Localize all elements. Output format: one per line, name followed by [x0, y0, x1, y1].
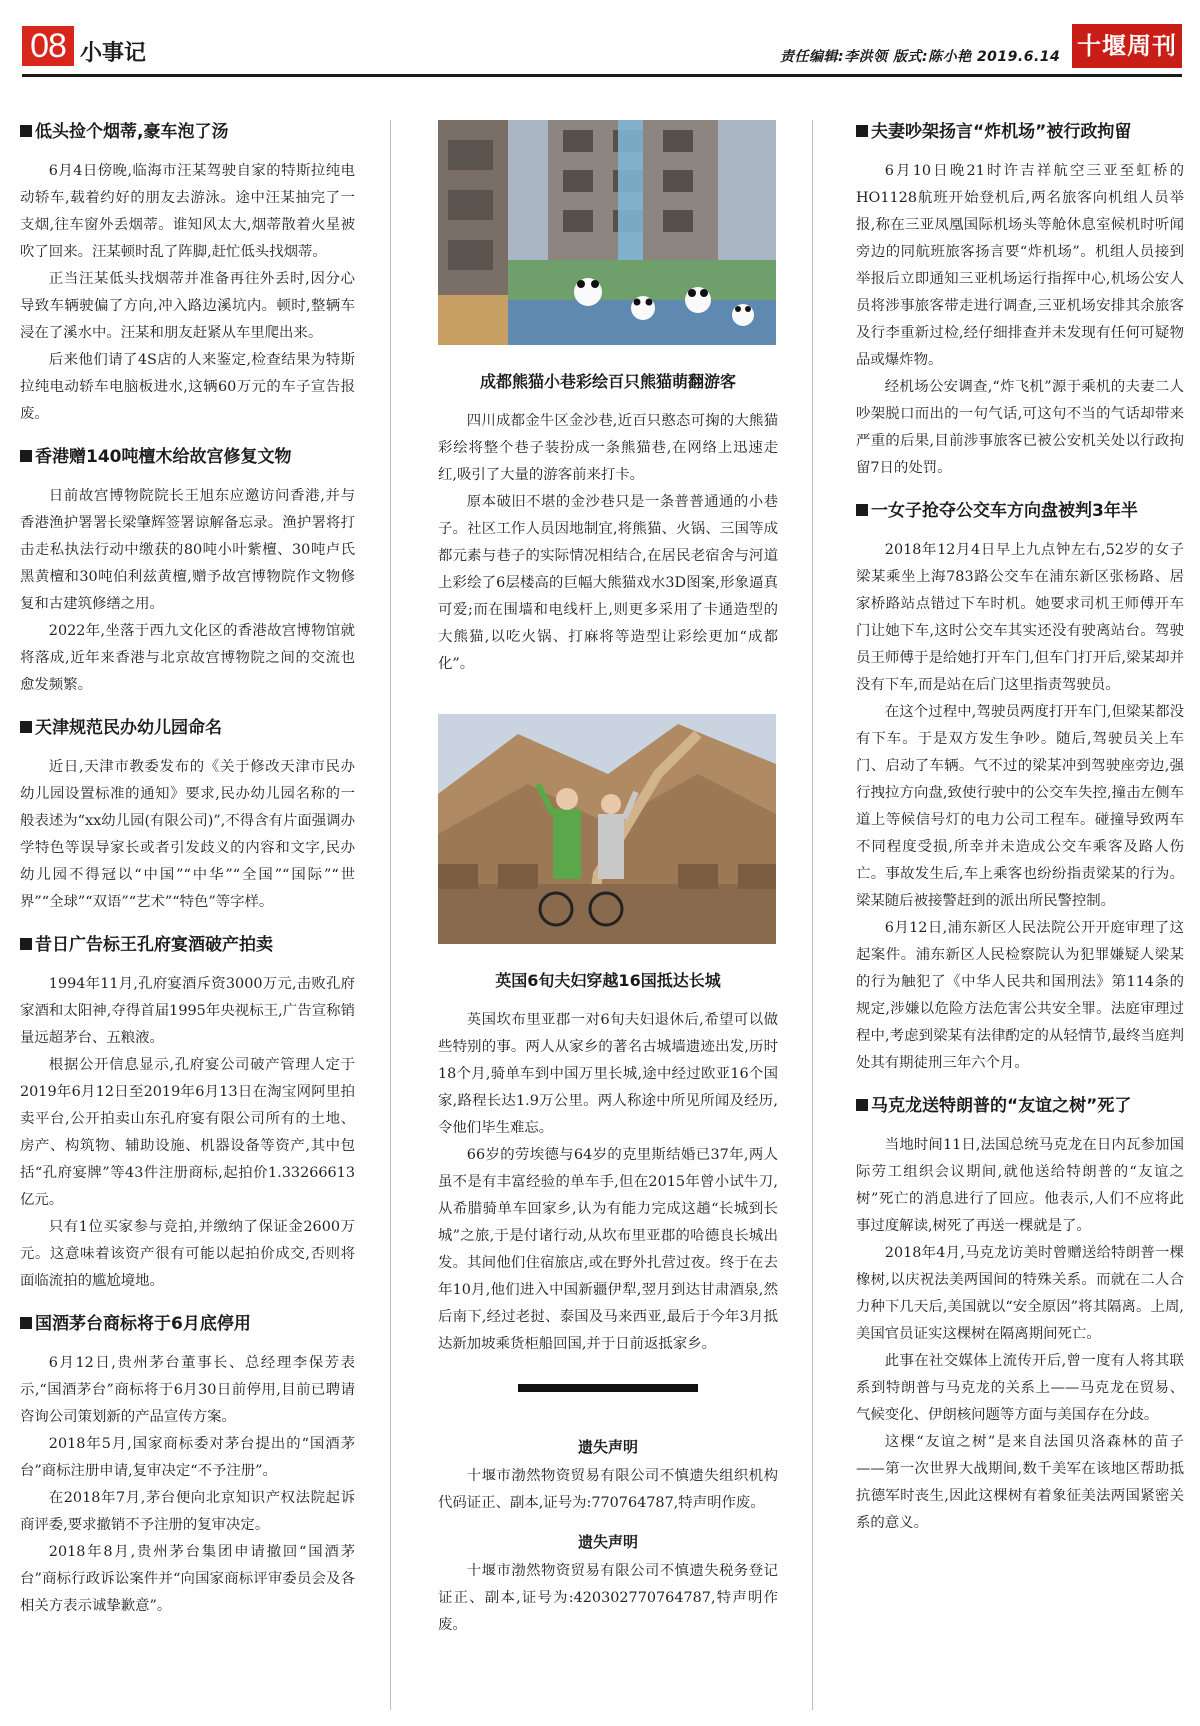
news-paragraph: 此事在社交媒体上流传开后,曾一度有人将其联系到特朗普与马克龙的关系上——马克龙在贸易、气候变化、伊朗核问题等方面与美国存在分歧。: [856, 1353, 1184, 1423]
news-paragraph: 66岁的劳埃德与64岁的克里斯结婚已37年,两人虽不是有丰富经验的单车手,但在2015年曾小试牛刀,从希腊骑单车回家乡,认为有能力完成这趟“长城到长城”之旅,于是付诸行动,从坎布里亚郡的哈德良长城出发。其间他们住宿旅店,或在野外扎营过夜。终于在去年10月,他们进入中国新疆伊犁,翌月到达甘肃酒泉,然后南下,经过老挝、泰国及马来西亚,最后于今年3月抵达新加坡乘货柜船回国,并于日前返抵家乡。: [438, 1147, 778, 1352]
notice-text: 十堰市渤然物资贸易有限公司不慎遗失组织机构代码证正、副本,证号为:770764787,特声明作废。: [438, 1468, 778, 1511]
bullet-square-icon: [856, 1099, 868, 1111]
news-paragraph: 在这个过程中,驾驶员两度打开车门,但梁某都没有下车。于是双方发生争吵。随后,驾驶员关上车门、启动了车辆。气不过的梁某冲到驾驶座旁边,强行拽拉方向盘,致使行驶中的公交车失控,撞击左侧车道上等候信号灯的电力公司工程车。碰撞导致两车不同程度受损,所幸并未造成公交车乘客及路人伤亡。事故发生后,车上乘客也纷纷指责梁某的行为。梁某随后被接警赶到的派出所民警控制。: [856, 704, 1184, 909]
news-item: [856, 120, 1184, 482]
news-paragraph: 日前故宫博物院院长王旭东应邀访问香港,并与香港渔护署署长梁肇辉签署谅解备忘录。渔护署将打击走私执法行动中缴获的80吨小叶紫檀、30吨卢氏黑黄檀和30吨伯利兹黄檀,赠予故宫博物院作文物修复和古建筑修缮之用。: [20, 488, 355, 612]
news-item: [20, 1312, 355, 1620]
news-paragraph: 2018年4月,马克龙访美时曾赠送给特朗普一棵橡树,以庆祝法美两国间的特殊关系。而就在二人合力种下几天后,美国就以“安全原因”将其隔离。上周,美国官员证实这棵树在隔离期间死亡。: [856, 1245, 1184, 1342]
news-paragraph: 6月12日,贵州茅台董事长、总经理李保芳表示,“国酒茅台”商标将于6月30日前停用,目前已聘请咨询公司策划新的产品宣传方案。: [20, 1355, 355, 1425]
news-paragraph: 6月10日晚21时许吉祥航空三亚至虹桥的HO1128航班开始登机后,两名旅客向机组人员举报,称在三亚凤凰国际机场头等舱休息室候机时听闻旁边的同航班旅客扬言要“炸机场”。机组人员接到举报后立即通知三亚机场运行指挥中心,机场公安人员将涉事旅客带走进行调查,三亚机场安排其余旅客及行李重新过检,经仔细排查并未发现有任何可疑物品或爆炸物。: [856, 163, 1184, 368]
news-paragraph: 当地时间11日,法国总统马克龙在日内瓦参加国际劳工组织会议期间,就他送给特朗普的“友谊之树”死亡的消息进行了回应。他表示,人们不应将此事过度解读,树死了再送一棵就是了。: [856, 1137, 1184, 1234]
news-headline: 昔日广告标王孔府宴酒破产拍卖: [20, 933, 355, 957]
bullet-square-icon: [20, 938, 32, 950]
news-headline: 马克龙送特朗普的“友谊之树”死了: [856, 1094, 1184, 1118]
header-rule: [22, 74, 1182, 77]
news-item: [20, 445, 355, 699]
page-header: [0, 0, 1200, 84]
section-name: 小事记: [80, 41, 147, 66]
news-paragraph: 四川成都金牛区金沙巷,近百只憨态可掬的大熊猫彩绘将整个巷子装扮成一条熊猫巷,在网络上迅速走红,吸引了大量的游客前来打卡。: [438, 413, 778, 483]
news-paragraph: 近日,天津市教委发布的《关于修改天津市民办幼儿园设置标准的通知》要求,民办幼儿园名称的一般表述为“xx幼儿园(有限公司)”,不得含有片面强调办学特色等误导家长或者引发歧义的内容和文字,民办幼儿园不得冠以“中国”“中华”“全国”“国际”“世界”“全球”“双语”“艺术”“特色”等字样。: [20, 759, 355, 910]
photo-caption: 英国6旬夫妇穿越16国抵达长城: [495, 971, 721, 990]
news-headline: 天津规范民办幼儿园命名: [20, 716, 355, 740]
news-paragraph: 经机场公安调查,“炸飞机”源于乘机的夫妻二人吵架脱口而出的一句气话,可这句不当的气话却带来严重的后果,目前涉事旅客已被公安机关处以行政拘留7日的处罚。: [856, 379, 1184, 476]
news-paragraph: 2022年,坐落于西九文化区的香港故宫博物馆就将落成,近年来香港与北京故宫博物院之间的交流也愈发频繁。: [20, 623, 355, 693]
news-item: [20, 933, 355, 1295]
column-right: [856, 120, 1184, 1554]
editor-credits: 责任编辑:李洪领 版式:陈小艳 2019.6.14: [780, 49, 1061, 65]
bullet-square-icon: [856, 125, 868, 137]
news-paragraph: 1994年11月,孔府宴酒斥资3000万元,击败孔府家酒和太阳神,夺得首届1995年央视标王,广告宣称销量远超茅台、五粮液。: [20, 976, 355, 1046]
page-number: 08: [22, 26, 74, 66]
news-headline: 香港赠140吨檀木给故宫修复文物: [20, 445, 355, 469]
news-paragraph: 6月4日傍晚,临海市汪某驾驶自家的特斯拉纯电动轿车,载着约好的朋友去游泳。途中汪某抽完了一支烟,往车窗外丢烟蒂。谁知风太大,烟蒂散着火星被吹了回来。汪某顿时乱了阵脚,赶忙低头找烟蒂。: [20, 163, 355, 260]
news-paragraph: 原本破旧不堪的金沙巷只是一条普普通通的小巷子。社区工作人员因地制宜,将熊猫、火锅、三国等成都元素与巷子的实际情况相结合,在居民老宿舍与河道上彩绘了6层楼高的巨幅大熊猫戏水3D图案,形象逼真可爱;而在围墙和电线杆上,则更多采用了卡通造型的大熊猫,以吃火锅、打麻将等造型让彩绘更加“成都化”。: [438, 494, 778, 672]
news-item: [20, 120, 355, 428]
notice-title: 遗失声明: [577, 1438, 638, 1456]
bullet-square-icon: [20, 125, 32, 137]
news-paragraph: 这棵“友谊之树”是来自法国贝洛森林的苗子——第一次世界大战期间,数千美军在该地区帮助抵抗德军时丧生,因此这棵树有着象征美法两国紧密关系的意义。: [856, 1434, 1184, 1531]
lost-notice: [438, 1531, 778, 1639]
news-item: [856, 1094, 1184, 1537]
notice-divider: [518, 1384, 698, 1392]
news-headline: 夫妻吵架扬言“炸机场”被行政拘留: [856, 120, 1184, 144]
photo-caption: 成都熊猫小巷彩绘百只熊猫萌翻游客: [479, 372, 736, 391]
bullet-square-icon: [20, 450, 32, 462]
news-paragraph: 2018年8月,贵州茅台集团申请撤回“国酒茅台”商标行政诉讼案件并“向国家商标评审委员会及各相关方表示诚挚歉意”。: [20, 1544, 355, 1614]
news-paragraph: 2018年12月4日早上九点钟左右,52岁的女子梁某乘坐上海783路公交车在浦东新区张杨路、居家桥路站点错过下车时机。她要求司机王师傅开车门让她下车,这时公交车其实还没有驶离站台。驾驶员王师傅于是给她打开车门,但车门打开后,梁某却并没有下车,而是站在后门这里指责驾驶员。: [856, 542, 1184, 693]
news-paragraph: 后来他们请了4S店的人来鉴定,检查结果为特斯拉纯电动轿车电脑板进水,这辆60万元的车子宣告报废。: [20, 352, 355, 422]
bullet-square-icon: [20, 1317, 32, 1329]
bullet-square-icon: [20, 721, 32, 733]
notice-title: 遗失声明: [577, 1533, 638, 1551]
news-paragraph: 2018年5月,国家商标委对茅台提出的“国酒茅台”商标注册申请,复审决定“不予注册”。: [20, 1436, 355, 1479]
news-paragraph: 在2018年7月,茅台便向北京知识产权法院起诉商评委,要求撤销不予注册的复审决定。: [20, 1490, 355, 1533]
notice-text: 十堰市渤然物资贸易有限公司不慎遗失税务登记证正、副本,证号为:420302770764787,特声明作废。: [438, 1563, 778, 1633]
news-headline: 国酒茅台商标将于6月底停用: [20, 1312, 355, 1336]
news-paragraph: 英国坎布里亚郡一对6旬夫妇退休后,希望可以做些特别的事。两人从家乡的著名古城墙遗迹出发,历时18个月,骑单车到中国万里长城,途中经过欧亚16个国家,路程长达1.9万公里。两人称途中所见所闻及经历,令他们毕生难忘。: [438, 1012, 778, 1136]
news-paragraph: 只有1位买家参与竞拍,并缴纳了保证金2600万元。这意味着该资产很有可能以起拍价成交,否则将面临流拍的尴尬境地。: [20, 1219, 355, 1289]
column-left: [20, 120, 355, 1637]
great-wall-couple-photo: [438, 714, 776, 944]
column-separator: [390, 120, 391, 1710]
news-item: [20, 716, 355, 916]
lost-notice: [438, 1436, 778, 1517]
panda-mural-illustration: [438, 120, 776, 345]
bullet-square-icon: [856, 504, 868, 516]
news-headline: 低头捡个烟蒂,豪车泡了汤: [20, 120, 355, 144]
column-separator: [812, 120, 813, 1710]
news-paragraph: 6月12日,浦东新区人民法院公开开庭审理了这起案件。浦东新区人民检察院认为犯罪嫌疑人梁某的行为触犯了《中华人民共和国刑法》第114条的规定,涉嫌以危险方法危害公共安全罪。法庭审理过程中,考虑到梁某有法律酌定的从轻情节,最终当庭判处其有期徒刑三年六个月。: [856, 920, 1184, 1071]
panda-mural-photo: [438, 120, 776, 345]
news-paragraph: 正当汪某低头找烟蒂并准备再往外丢时,因分心导致车辆驶偏了方向,冲入路边溪坑内。顿时,整辆车浸在了溪水中。汪某和朋友赶紧从车里爬出来。: [20, 271, 355, 341]
news-paragraph: 根据公开信息显示,孔府宴公司破产管理人定于2019年6月12日至2019年6月13日在淘宝网阿里拍卖平台,公开拍卖山东孔府宴有限公司所有的土地、房产、构筑物、辅助设施、机器设备等资产,其中包括“孔府宴牌”等43件注册商标,起拍价1.33266613亿元。: [20, 1057, 355, 1208]
news-headline: 一女子抢夺公交车方向盘被判3年半: [856, 499, 1184, 523]
news-item: [856, 499, 1184, 1077]
great-wall-illustration: [438, 714, 776, 944]
newspaper-masthead-logo: 十堰周刊: [1072, 24, 1182, 68]
column-middle: [438, 120, 778, 1653]
